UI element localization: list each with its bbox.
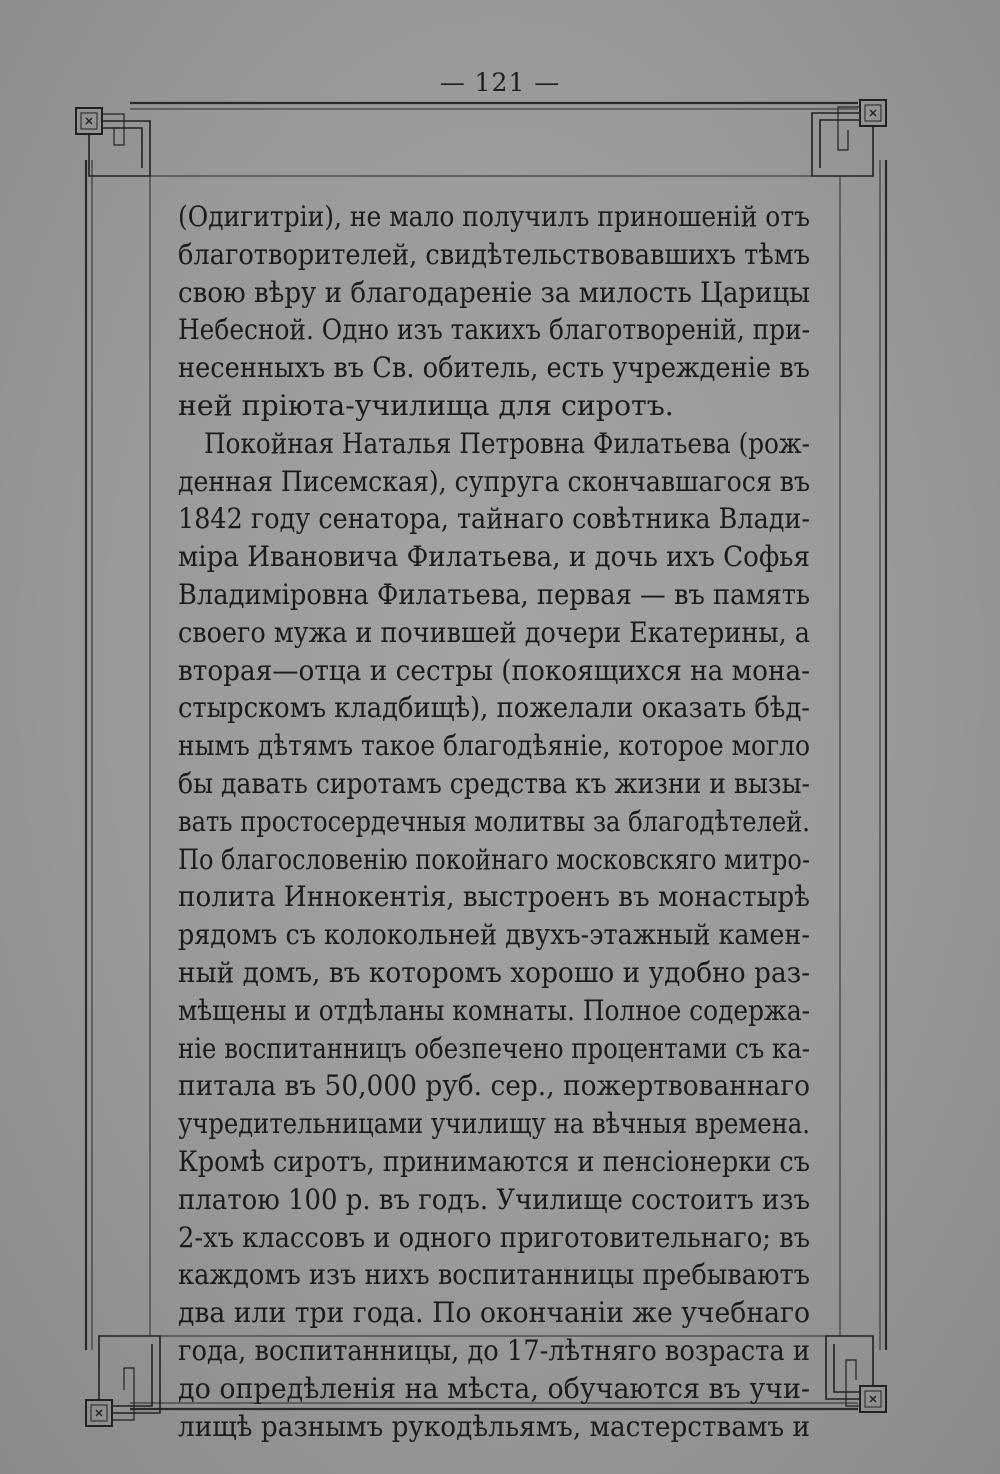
text-line: денная Писемская), супруга скончавшагося въ — [178, 464, 810, 498]
text-line: Небесной. Одно изъ такихъ благотвореній, при- — [178, 313, 811, 347]
text-line: Владиміровна Филатьева, первая — въ память — [178, 577, 811, 611]
text-line: 1842 году сенатора, тайнаго совѣтника Влади- — [178, 502, 811, 536]
text-line: стырскомъ кладбищѣ), пожелали оказать бѣд- — [178, 691, 811, 725]
page-number: — 121 — — [439, 68, 561, 97]
text-line: полита Иннокентія, выстроенъ въ монастырѣ — [178, 880, 810, 914]
text-line: Кромѣ сиротъ, принимаются и пенсіонерки съ — [178, 1144, 810, 1178]
text-line: бы давать сиротамъ средства къ жизни и вызы- — [178, 766, 810, 800]
text-line: рядомъ съ колокольней двухъ-этажный камен- — [178, 918, 811, 952]
text-line: вать простосердечныя молитвы за благодѣтелей. — [178, 804, 810, 838]
corner-ornament-bottom-left-icon — [86, 1336, 160, 1426]
text-line: года, воспитанницы, до 17-лѣтняго возраста и — [178, 1333, 810, 1367]
text-line: своего мужа и почившей дочери Екатерины, а — [178, 615, 810, 649]
text-line: питала въ 50,000 руб. сер., пожертвованнаго — [178, 1069, 810, 1103]
text-line: благотворителей, свидѣтельствовавшихъ тѣмъ — [178, 237, 811, 271]
text-line: каждомъ изъ нихъ воспитанницы пребываютъ — [178, 1258, 811, 1292]
text-line: 2-хъ классовъ и одного приготовительнаго; въ — [178, 1220, 810, 1254]
corner-ornament-bottom-right-icon — [826, 1336, 886, 1412]
text-line: (Одигитріи), не мало получилъ приношеній отъ — [178, 200, 811, 233]
body-text — [178, 198, 810, 1445]
text-line: свою вѣру и благодареніе за милость Царицы — [178, 275, 810, 309]
text-line: ней пріюта-училища для сиротъ. — [178, 388, 674, 422]
text-line: нымъ дѣтямъ такое благодѣяніе, которое могло — [178, 729, 811, 763]
text-line: ніе воспитанницъ обезпечено процентами съ ка- — [178, 1031, 810, 1065]
text-line: ный домъ, въ которомъ хорошо и удобно раз- — [178, 955, 811, 989]
text-line: учредительницами училищу на вѣчныя времена. — [178, 1107, 810, 1141]
text-line: до опредѣленія на мѣста, обучаются въ учи- — [178, 1371, 811, 1405]
text-line: міра Ивановича Филатьева, и дочь ихъ Софья — [178, 540, 810, 574]
text-line: несенныхъ въ Св. обитель, есть учрежденіе въ — [178, 351, 810, 385]
text-line: вторая—отца и сестры (покоящихся на мона- — [178, 653, 811, 687]
text-line: лищѣ разнымъ рукодѣльямъ, мастерствамъ и — [178, 1409, 811, 1443]
text-line: мѣщены и отдѣланы комнаты. Полное содержа- — [178, 993, 811, 1027]
text-line: два или три года. По окончаніи же учебнаго — [178, 1296, 811, 1330]
text-line: платою 100 р. въ годъ. Училище состоитъ изъ — [178, 1182, 810, 1216]
text-line: Покойная Наталья Петровна Филатьева (рож- — [204, 426, 811, 460]
text-line: По благословенію покойнаго московскяго митро- — [178, 842, 810, 876]
corner-ornament-top-right-icon — [812, 100, 886, 176]
